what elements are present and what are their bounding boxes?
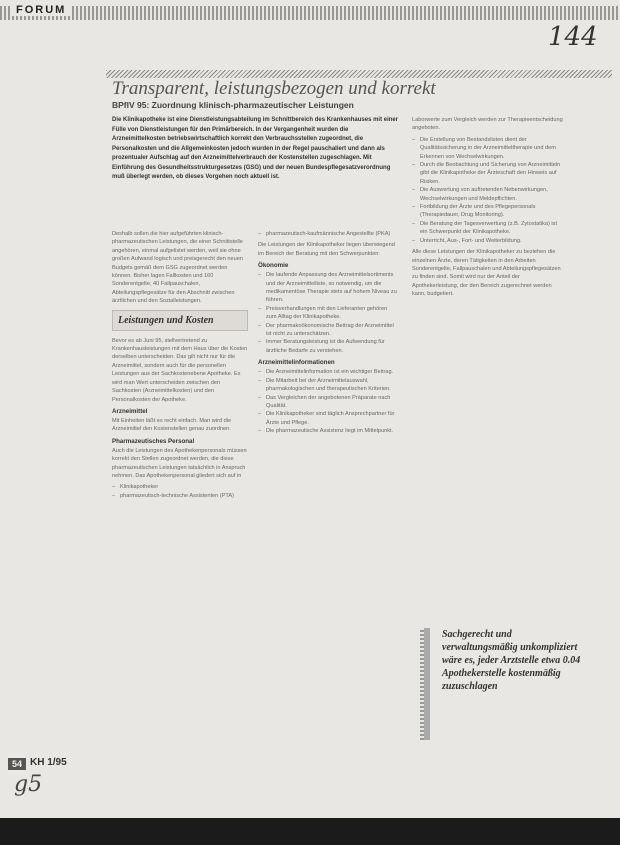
scan-border [0, 818, 620, 845]
list-item: – Die Beratung der Tagesverwertung (z.B. Zytostatika) ist ein Schwerpunkt der Klinikapotheke. [420, 220, 564, 237]
journal-issue: KH 1/95 [30, 757, 67, 768]
section-heading: Ökonomie [258, 262, 289, 270]
list-item: – Die pharmazeutische Assistenz liegt im Mittelpunkt. [266, 427, 398, 435]
col2-list-1 [258, 271, 398, 355]
col1-body: Bevor es ab Juni 95, stellvertretend zu Krankenhausleistungen mit dem Haus über die Kosten derselben unterscheiden. Das gilt nicht nur für die Arzneimittel, sondern auch für die personellen Leistungen aus der Sachkostenebene Apotheke. Es wird man Wert unterscheiden zwischen den Sachkosten (Arzneimittelkosten) und den Personalkosten der Apotheke. [112, 337, 248, 403]
list-item: – Klinikapotheker [120, 483, 248, 491]
list-item: – Die Auswertung von auftretenden Nebenwirkungen, Wechselwirkungen und Meldepflichten. [420, 186, 564, 203]
section-label: FORUM [10, 4, 72, 16]
col1-sec1-text: Mit Einheiten läßt es recht einfach. Man wird die Arzneimittel den Kostenstellen genau zuordnen. [112, 417, 232, 433]
column-1 [112, 230, 248, 760]
box-heading: Leistungen und Kosten [112, 310, 248, 331]
col1-list [112, 483, 248, 500]
list-item: – Durch die Beobachtung und Sicherung von Arzneimitteln gibt die Klinikapotheke der Ärzteschaft den Hinweis auf Risiken. [420, 161, 564, 186]
article-title: Transparent, leistungsbezogen und korrekt [112, 78, 436, 99]
pull-quote: Sachgerecht und verwaltungsmäßig unkompliziert wäre es, jeder Arztstelle etwa 0.04 Apothekerstelle kostenmäßig zuzuschlagen [424, 628, 588, 740]
handwritten-number: 144 [548, 22, 598, 52]
column-2 [258, 230, 398, 840]
list-item: – Unterricht, Aus-, Fort- und Weiterbildung. [420, 237, 564, 245]
list-item: – Preisverhandlungen mit den Lieferanten gehören zum Alltag der Klinikapotheke. [266, 305, 398, 322]
column-3 [412, 116, 564, 622]
list-item: – Die Mitarbeit bei der Arzneimittelauswahl, pharmakologischen und therapeutischen Kriterien. [266, 377, 398, 394]
col1-sec2-text: Auch die Leistungen des Apothekenpersonals müssen korrekt den Stellen zugeordnet werden, die diese pharmazeutischen Leistungen tatsächlich in Anspruch nehmen. Das Apothekenpersonal gliedert sich auf in [112, 447, 247, 479]
section-heading: Pharmazeutisches Personal [112, 437, 195, 445]
col2-list-2 [258, 368, 398, 435]
article-subtitle: BPflV 95: Zuordnung klinisch-pharmazeutischer Leistungen [112, 100, 354, 110]
list-item: – Fortbildung der Ärzte und des Pflegepersonals (Therapiedauer, Drug Monitoring). [420, 203, 564, 220]
col3-paragraph: Laborwerte zum Vergleich werden zur Therapieentscheidung angeboten. [412, 117, 563, 132]
header-rule [0, 6, 620, 20]
list-item: – Die Arzneimittelinformation ist ein wichtiger Beitrag. [266, 368, 398, 376]
section-heading: Arzneimittelinformationen [258, 359, 335, 367]
list-item: – Der pharmakoökonomische Beitrag der Arzneimittel ist nicht zu unterschätzen. [266, 322, 398, 339]
handwritten-note: g5 [14, 772, 43, 797]
col2-top-list [258, 230, 398, 238]
title-rule [106, 70, 612, 78]
list-item: – pharmazeutisch-technische Assistenten (PTA) [120, 492, 248, 500]
col1-intro: Deshalb sollen die hier aufgeführten klinisch-pharmazeutischen Leistungen, die einer Schnittstelle angehören, einmal aufgelistet werden, weil sie ohne großen Aufwand logisch und preisgerecht den neuen Budgets gemäß dem GSG zugeordnet werden können. Bisher lagen Fallkosten und 160 Sonderentgelte, 40 Fallpauschalen, Abteilungspflegesätze für den Abschnitt zwischen ärztlichen und den Sozialleistungen. [112, 231, 243, 305]
list-item: – Immer Beratungsleistung ist die Aufwendung für ärztliche Bedarfe zu verstehen. [266, 338, 398, 355]
col3-list [412, 136, 564, 245]
section-heading: Arzneimittel [112, 407, 148, 415]
col2-paragraph: Die Leistungen der Klinikapotheker liegen überwiegend im Bereich der Beratung mit den Schwerpunkten: [258, 242, 395, 257]
list-item: – pharmazeutisch-kaufmännische Angestellte (PKA) [266, 230, 398, 238]
list-item: – Das Vergleichen der angebotenen Präparate nach Qualität. [266, 394, 398, 411]
list-item: – Die Klinikapotheker sind täglich Ansprechpartner für Ärzte und Pflege. [266, 410, 398, 427]
page-number: 54 [8, 758, 26, 770]
list-item: – Die laufende Anpassung des Arzneimittelsortiments und der Arzneimittelliste, so notwendig, um die medikamentöse Therapie stets auf hohem Niveau zu führen. [266, 271, 398, 305]
article-lead: Die Klinikapotheke ist eine Dienstleistungsabteilung im Schnittbereich des Krankenhauses mit einer Fülle von Dienstleistungen für den Primärbereich. In der Vergangenheit wurden die Arzneimittelkosten betriebswirtschaftlich korrekt den Verbrauchsstellen zugeordnet, die Personalkosten und die Allgemeinkosten jedoch wurden in der Regel pauschaliert und dann als prozentualer Aufschlag auf den Arzneimittelverbrauch der Kostenstellen zugeschlagen. Mit Einführung des Gesundheitsstrukturgesetzes (GSG) und der neuen Bundespflegesatzverordnung muß überlegt werden, ob dieses Vorgehen noch aktuell ist. [112, 117, 399, 180]
col3-paragraph-2: Alle diese Leistungen der Klinikapotheker zu beziehen die einzelnen Ärzte, deren Tätigkeiten in den Arbeiten Sonderentgelte, Fallpauschalen und Abteilungspflegesätzen zu finden sind. Somit wird nur der Anteil der Apothekerleistung, der den Bereich zugerechnet werden kann, budgetiert. [412, 249, 561, 298]
list-item: – Die Erstellung von Bestandslisten dient der Qualitätssicherung in der Arzneimitteltherapie und dem Erkennen von Wechselwirkungen. [420, 136, 564, 161]
